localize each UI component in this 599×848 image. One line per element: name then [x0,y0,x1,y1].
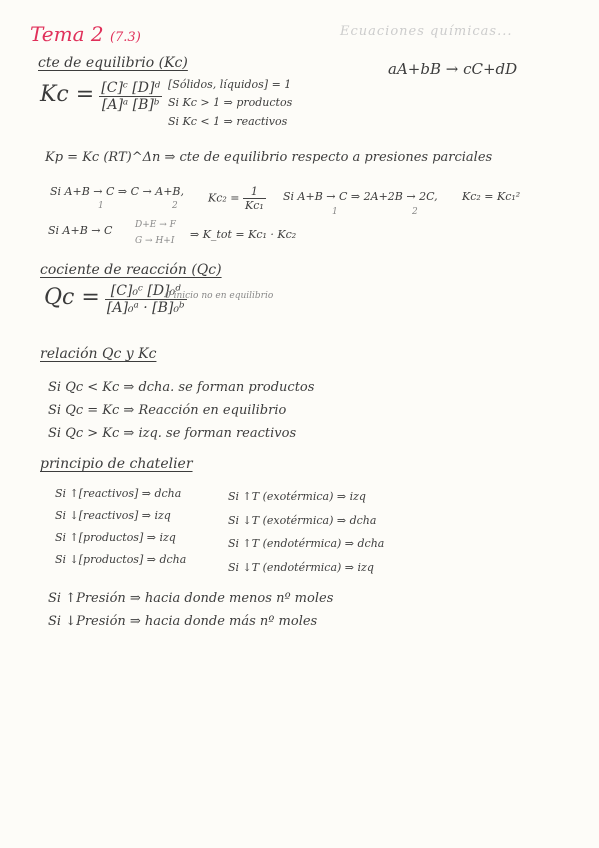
rule3-result: ⇒ K_tot = Kc₁ · Kc₂ [190,228,297,241]
rule2-result: Kc₂ = Kc₁² [462,190,521,203]
rule1-result-lhs: Kc₂ = [208,191,240,205]
chatelier-right-item: Si ↑T (exotérmica) ⇒ izq [228,490,366,503]
bleed-through-text: Ecuaciones químicas... [340,24,513,39]
rule2-reaction: Si A+B → C ⇒ 2A+2B → 2C, [283,190,438,203]
rule2-k1: 1 [332,207,338,217]
rule1-k2: 2 [172,201,178,211]
general-reaction: aA+bB → cC+dD [388,60,518,78]
kc-note-products: Si Kc > 1 ⇒ productos [168,96,293,109]
rule3-sub2: G → H+I [135,236,175,246]
kc-heading: cte de equilibrio (Kc) [38,55,188,71]
kc-symbol: Kc = [40,82,95,107]
relation-item: Si Qc = Kc ⇒ Reacción en equilibrio [48,403,287,418]
chatelier-right-item: Si ↑T (endotérmica) ⇒ dcha [228,537,385,550]
relation-item: Si Qc < Kc ⇒ dcha. se forman productos [48,380,315,395]
chatelier-pressure-item: Si ↓Presión ⇒ hacia donde más nº moles [48,614,318,629]
qc-denominator: [A]₀ᵃ · [B]₀ᵇ [106,300,185,316]
qc-symbol: Qc = [44,285,100,310]
kp-line: Kp = Kc (RT)^Δn ⇒ cte de equilibrio respecto a presiones parciales [45,150,493,165]
chatelier-pressure-item: Si ↑Presión ⇒ hacia donde menos nº moles [48,591,334,606]
rule1-result-den: Kc₁ [245,199,264,212]
chatelier-right-item: Si ↓T (endotérmica) ⇒ izq [228,561,374,574]
rule2-k2: 2 [412,207,418,217]
rule1-result-frac [243,185,266,212]
kc-numerator: [C]ᶜ [D]ᵈ [101,80,161,96]
chatelier-left-item: Si ↑[productos] ⇒ izq [55,531,176,544]
relation-heading: relación Qc y Kc [40,346,157,362]
qc-note: 0 inicio no en equilibrio [165,291,274,301]
kc-formula [40,80,162,113]
chatelier-left-item: Si ↓[reactivos] ⇒ izq [55,509,171,522]
chatelier-left-item: Si ↓[productos] ⇒ dcha [55,553,187,566]
title-ref: (7.3) [109,30,141,45]
chatelier-right-item: Si ↓T (exotérmica) ⇒ dcha [228,514,377,527]
kc-note-reactants: Si Kc < 1 ⇒ reactivos [168,115,288,128]
kc-fraction [99,80,162,113]
rule1-result [208,185,266,212]
rule1-k1: 1 [98,201,104,211]
rule3-reaction: Si A+B → C [48,224,113,237]
qc-numerator: [C]₀ᶜ [D]₀ᵈ [105,283,187,300]
kc-denominator: [A]ᵃ [B]ᵇ [101,97,160,113]
rule3-sub1: D+E → F [135,220,176,230]
rule1-result-num: 1 [243,185,266,199]
kc-note-solids: [Sólidos, líquidos] = 1 [168,78,292,91]
chatelier-left-item: Si ↑[reactivos] ⇒ dcha [55,487,182,500]
rule1-reaction: Si A+B → C ⇒ C → A+B, [50,185,184,198]
relation-item: Si Qc > Kc ⇒ izq. se forman reactivos [48,426,297,441]
title-text: Tema 2 [30,22,104,46]
qc-heading: cociente de reacción (Qc) [40,262,222,278]
chatelier-heading: principio de chatelier [40,456,193,472]
page-title [30,22,141,46]
